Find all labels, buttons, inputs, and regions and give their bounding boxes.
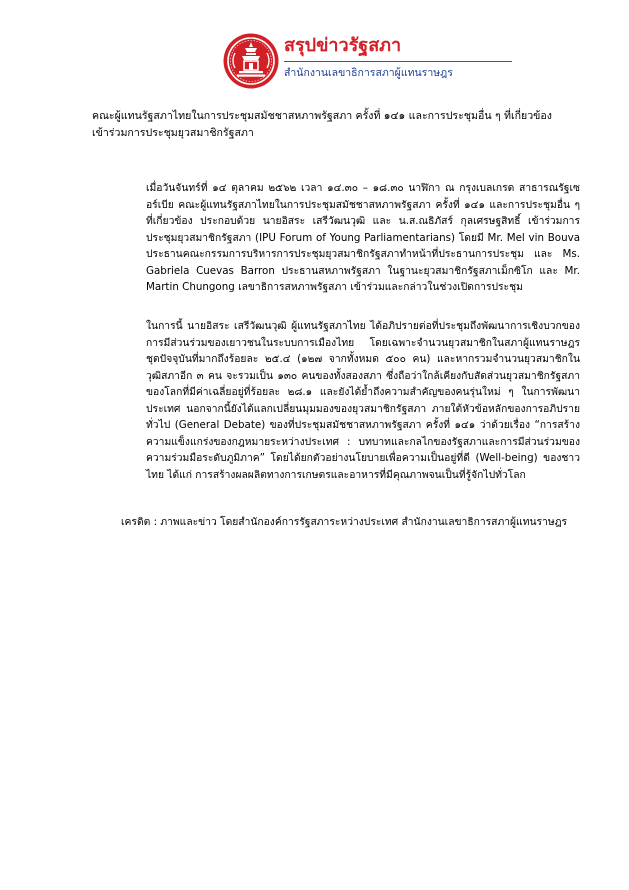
heading-line-2: เข้าร่วมการประชุมยุวสมาชิกรัฐสภา	[92, 127, 254, 139]
publication-title: สรุปข่าวรัฐสภา	[284, 35, 402, 56]
article-heading	[92, 108, 582, 142]
paragraph-text: ในการนี้ นายอิสระ เสรีวัฒนวุฒิ ผู้แทนรัฐสภาไทย ได้อภิปรายต่อที่ประชุมถึงพัฒนาการเชิงบวกของการมีส่วนร่วมของเยาวชนในระบบการเมืองไทย โดยเฉพาะจำนวนยุวสมาชิกในสภาผู้แทนราษฎรชุดปัจจุบันที่มากถึงร้อยละ ๒๕.๔ (๑๒๗ จากทั้งหมด ๕๐๐ คน) และหากรวมจำนวนยุวสมาชิกในวุฒิสภาอีก ๓ คน จะรวมเป็น ๑๓๐ คนของทั้งสองสภา ซึ่งถือว่าใกล้เคียงกับสัดส่วนยุวสมาชิกรัฐสภาของโลกที่มีค่าเฉลี่ยอยู่ที่ร้อยละ ๒๘.๑ และยังได้ย้ำถึงความสำคัญของคนรุ่นใหม่ ๆ ในการพัฒนาประเทศ นอกจากนี้ยังได้แลกเปลี่ยนมุมมองของยุวสมาชิกรัฐสภา ภายใต้หัวข้อหลักของการอภิปรายทั่วไป (General Debate) ของที่ประชุมสมัชชาสหภาพรัฐสภา ครั้งที่ ๑๔๑ ว่าด้วยเรื่อง “การสร้างความแข็งแกร่งของกฎหมายระหว่างประเทศ : บทบาทและกลไกของรัฐสภาและการมีส่วนร่วมของความร่วมมือระดับภูมิภาค” โดยได้ยกตัวอย่างนโยบายเพื่อความเป็นอยู่ที่ดี (Well-being) ของชาวไทย ได้แก่ การสร้างผลผลิตทางการเกษตรและอาหารที่มีคุณภาพจนเป็นที่รู้จักไปทั่วโลก	[146, 320, 580, 481]
publication-subtitle: สำนักงานเลขาธิการสภาผู้แทนราษฎร	[284, 67, 453, 79]
paragraph-text: เมื่อวันจันทร์ที่ ๑๔ ตุลาคม ๒๕๖๒ เวลา ๑๔.๓๐ – ๑๘.๓๐ นาฬิกา ณ กรุงเบลเกรด สาธารณรัฐเซอร์เบีย คณะผู้แทนรัฐสภาไทยในการประชุมสมัชชาสหภาพรัฐสภา ครั้งที่ ๑๔๑ และการประชุมอื่น ๆ ที่เกี่ยวข้อง ประกอบด้วย นายอิสระ เสรีวัฒนวุฒิ และ น.ส.ณธิภัสร์ กุลเศรษฐสิทธิ์ เข้าร่วมการประชุมยุวสมาชิกรัฐสภา (IPU Forum of Young Parliamentarians) โดยมี Mr. Mel vin Bouva ประธานคณะกรรมการบริหารการประชุมยุวสมาชิกรัฐสภาทำหน้าที่ประธานการประชุม และ Ms. Gabriela Cuevas Barron ประธานสหภาพรัฐสภา ในฐานะยุวสมาชิกรัฐสภาเม็กซิโก และ Mr. Martin Chungong เลขาธิการสหภาพรัฐสภา เข้าร่วมและกล่าวในช่วงเปิดการประชุม	[146, 182, 580, 293]
title-divider	[284, 61, 512, 62]
article-credit: เครดิต : ภาพและข่าว โดยสำนักองค์การรัฐสภาระหว่างประเทศ สำนักงานเลขาธิการสภาผู้แทนราษฎร	[121, 516, 568, 528]
article-paragraph-2	[92, 318, 580, 483]
article-paragraph-1	[92, 180, 580, 296]
parliament-seal-icon	[222, 32, 280, 90]
masthead	[222, 32, 522, 92]
heading-line-1: คณะผู้แทนรัฐสภาไทยในการประชุมสมัชชาสหภาพรัฐสภา ครั้งที่ ๑๔๑ และการประชุมอื่น ๆ ที่เกี่ยวข้อง	[92, 110, 552, 122]
